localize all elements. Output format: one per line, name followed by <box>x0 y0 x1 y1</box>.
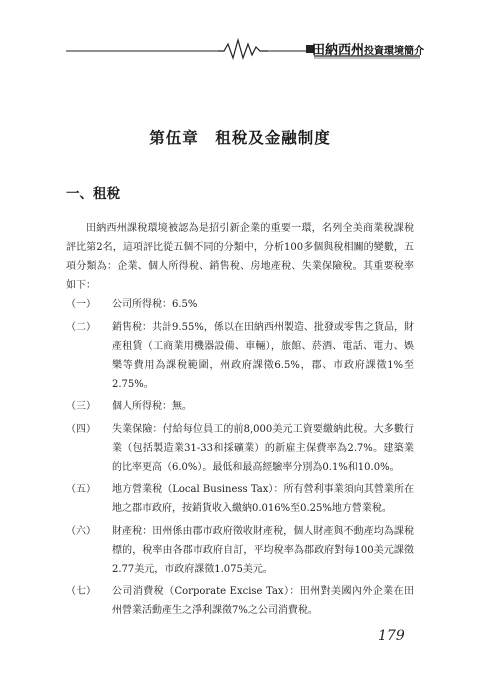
list-item-text: 失業保險：付給每位員工的前8,000美元工資要繳納此稅。大多數行業（包括製造業31-33和採礦業）的新雇主保費率為2.7%。建築業的比率更高（6.0%）。最低和最高經驗率分別為0.1%和10.0%。 <box>112 423 414 473</box>
list-item-label: （二） <box>66 321 96 333</box>
list-item-text: 地方營業稅（Local Business Tax）：所有營利事業須向其營業所在地之郡市政府，按銷貨收入繳納0.016%至0.25%地方營業稅。 <box>112 484 414 514</box>
list-item <box>66 522 414 579</box>
page-number: 179 <box>378 628 405 644</box>
header-title <box>312 39 442 57</box>
list-item <box>66 397 414 416</box>
list-item <box>66 582 414 620</box>
chapter-title: 第伍章 租稅及金融制度 <box>149 128 331 147</box>
running-header <box>0 0 480 70</box>
list-item-text: 公司消費稅（Corporate Excise Tax）：田州對美國內外企業在田州營業活動產生之淨利課徵7%之公司消費稅。 <box>112 586 414 616</box>
header-title-small: 投資環境簡介 <box>364 46 425 57</box>
list-item <box>66 318 414 394</box>
list-item <box>66 420 414 477</box>
header-title-big: 田納西州 <box>312 43 365 58</box>
list-item-text: 個人所得稅：無。 <box>112 401 192 412</box>
list-item-label: （六） <box>66 525 96 537</box>
list-item-label: （三） <box>66 401 96 412</box>
section-title: 一、租稅 <box>66 186 120 202</box>
list-item <box>66 480 414 518</box>
body-text <box>66 219 414 624</box>
list-item-label: （七） <box>66 586 96 597</box>
list-item <box>66 295 414 314</box>
list-item-text: 銷售稅：共計9.55%，係以在田納西州製造、批發或零售之貨品，財產租賃（工商業用機器設備、車輛），旅館、菸酒、電話、電力、娛樂等費用為課稅範圍，州政府課徵6.5%，郡、市政府課徵1%至2.75%。 <box>112 321 414 390</box>
header-heartbeat-line <box>0 0 480 70</box>
list-item-label: （五） <box>66 484 96 495</box>
list-item-label: （一） <box>66 299 96 310</box>
tax-rate-list <box>66 295 414 620</box>
intro-paragraph: 田納西州課稅環境被認為是招引新企業的重要一環，名列全美商業稅課稅評比第2名，這項評比從五個不同的分類中，分析100多個與稅相關的變數，五項分類為：企業、個人所得稅、銷售稅、房地產稅、失業保險稅。其重要稅率如下： <box>66 223 414 291</box>
list-item-label: （四） <box>66 423 96 435</box>
list-item-text: 公司所得稅：6.5% <box>112 299 198 310</box>
list-item-text: 財產稅：田州係由郡市政府徵收財產稅，個人財產與不動產均為課稅標的，稅率由各郡市政府自訂，平均稅率為郡政府對每100美元課徵2.77美元，市政府課徵1.075美元。 <box>112 525 414 575</box>
